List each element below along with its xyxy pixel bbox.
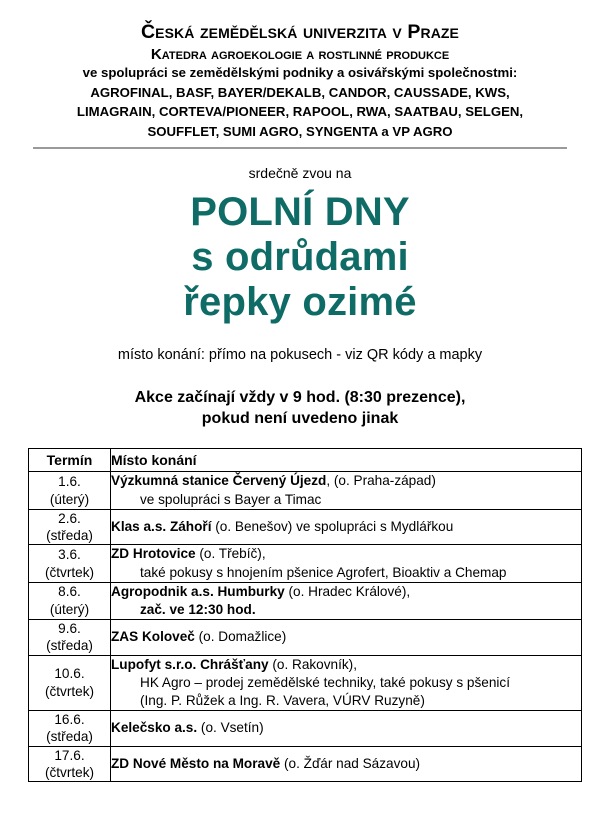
cell-misto-konani <box>111 545 582 582</box>
venue-line <box>111 545 581 563</box>
schedule-table-head <box>29 449 582 472</box>
column-header-misto-konani: Místo konání <box>111 449 582 472</box>
cell-termin <box>29 509 111 545</box>
partner-line-0: AGROFINAL, BASF, BAYER/DEKALB, CANDOR, CAUSSADE, KWS, <box>90 85 510 101</box>
department-name: Katedra agroekologie a rostlinné produkce <box>150 45 450 63</box>
venue-line <box>111 491 581 509</box>
cell-misto-konani <box>111 472 582 509</box>
cell-misto-konani <box>111 710 582 746</box>
event-date: 2.6. <box>58 510 81 526</box>
cell-termin <box>29 710 111 746</box>
event-weekday: (středa) <box>46 528 93 544</box>
cell-termin <box>29 545 111 582</box>
event-weekday: (úterý) <box>49 491 90 507</box>
event-weekday: (středa) <box>46 638 93 654</box>
table-row <box>29 582 582 619</box>
table-row <box>29 545 582 582</box>
venue-line <box>111 583 581 601</box>
cooperation-intro: ve spolupráci se zemědělskými podniky a osivářskými společnostmi: <box>82 65 518 81</box>
venue-line <box>111 692 581 710</box>
table-row <box>29 710 582 746</box>
start-time-line-0: Akce začínají vždy v 9 hod. (8:30 prezence), <box>134 389 466 407</box>
partner-line-1: LIMAGRAIN, CORTEVA/PIONEER, RAPOOL, RWA, SAATBAU, SELGEN, <box>76 104 524 120</box>
venue-line <box>111 674 581 692</box>
event-weekday: (čtvrtek) <box>44 564 95 580</box>
table-row <box>29 472 582 509</box>
event-date: 3.6. <box>58 547 81 563</box>
table-row <box>29 655 582 710</box>
cell-termin <box>29 746 111 782</box>
venue-line <box>111 755 581 773</box>
event-date: 9.6. <box>58 620 81 636</box>
cell-termin <box>29 582 111 619</box>
main-title <box>0 190 600 324</box>
venue-line <box>111 518 581 536</box>
event-date: 16.6. <box>54 711 85 727</box>
start-time-line-1: pokud není uvedeno jinak <box>201 410 399 428</box>
event-weekday: (středa) <box>46 729 93 745</box>
table-row <box>29 509 582 545</box>
cell-misto-konani <box>111 582 582 619</box>
venue-detail: (o. Domažlice) <box>194 629 287 645</box>
venue-detail: (o. Benešov) ve spolupráci s Mydlářkou <box>211 518 454 534</box>
venue-line <box>111 719 581 737</box>
masthead <box>0 0 600 141</box>
venue-name: ZD Hrotovice <box>111 546 196 562</box>
main-title-line-1: s odrůdami <box>191 235 409 280</box>
venue-line <box>111 656 581 674</box>
venue-detail: (o. Vsetín) <box>197 720 264 736</box>
cell-termin <box>29 472 111 509</box>
venue-name: ZAS Koloveč <box>111 629 195 645</box>
column-header-termin: Termín <box>29 449 111 472</box>
cell-termin <box>29 619 111 655</box>
venue-name: Výzkumná stanice Červený Újezd <box>111 473 327 489</box>
venue-detail: (Ing. P. Růžek a Ing. R. Vavera, VÚRV Ruzyně) <box>140 692 425 708</box>
venue-detail: (o. Žďár nad Sázavou) <box>280 755 421 771</box>
venue-line <box>111 628 581 646</box>
event-weekday: (čtvrtek) <box>44 764 95 780</box>
venue-note: místo konání: přímo na pokusech - viz QR kódy a mapky <box>117 346 483 363</box>
venue-detail: , (o. Praha-západ) <box>326 473 436 489</box>
event-date: 10.6. <box>54 666 85 682</box>
venue-detail: také pokusy s hnojením pšenice Agrofert, Bioaktiv a Chemap <box>140 564 507 580</box>
venue-name: Kelečsko a.s. <box>111 720 198 736</box>
venue-name: Lupofyt s.r.o. Chrášťany <box>111 656 269 672</box>
partner-line-2: SOUFFLET, SUMI AGRO, SYNGENTA a VP AGRO <box>147 123 453 139</box>
start-time-note <box>0 387 600 429</box>
venue-line <box>111 601 581 619</box>
partner-list <box>30 83 570 140</box>
venue-detail: (o. Rakovník), <box>268 656 357 672</box>
schedule-table-body <box>29 472 582 782</box>
schedule-table-wrapper <box>28 448 581 782</box>
venue-name: Agropodnik a.s. Humburky <box>111 583 285 599</box>
cell-misto-konani <box>111 619 582 655</box>
header-divider <box>33 147 567 149</box>
venue-line <box>111 564 581 582</box>
event-date: 17.6. <box>54 747 85 763</box>
venue-detail: ve spolupráci s Bayer a Timac <box>140 491 322 507</box>
venue-line <box>111 472 581 490</box>
venue-detail: HK Agro – prodej zemědělské techniky, také pokusy s pšenicí <box>140 674 510 690</box>
cell-misto-konani <box>111 655 582 710</box>
event-date: 1.6. <box>58 474 81 490</box>
event-weekday: (úterý) <box>49 601 90 617</box>
event-date: 8.6. <box>58 584 81 600</box>
main-title-line-0: POLNÍ DNY <box>190 190 410 235</box>
venue-name: ZD Nové Město na Moravě <box>111 755 281 771</box>
invitation-text: srdečně zvou na <box>248 164 352 181</box>
schedule-table <box>28 448 582 782</box>
venue-detail: (o. Hradec Králové), <box>284 583 411 599</box>
cell-termin <box>29 655 111 710</box>
venue-name: Klas a.s. Záhoří <box>111 518 212 534</box>
table-row <box>29 746 582 782</box>
table-header-row <box>29 449 582 472</box>
event-weekday: (čtvrtek) <box>44 683 95 699</box>
cell-misto-konani <box>111 509 582 545</box>
main-title-line-2: řepky ozimé <box>183 280 417 325</box>
table-row <box>29 619 582 655</box>
venue-name: zač. ve 12:30 hod. <box>140 601 256 617</box>
organization-name: Česká zemědělská univerzita v Praze <box>140 21 459 43</box>
venue-detail: (o. Třebíč), <box>195 546 266 562</box>
cell-misto-konani <box>111 746 582 782</box>
